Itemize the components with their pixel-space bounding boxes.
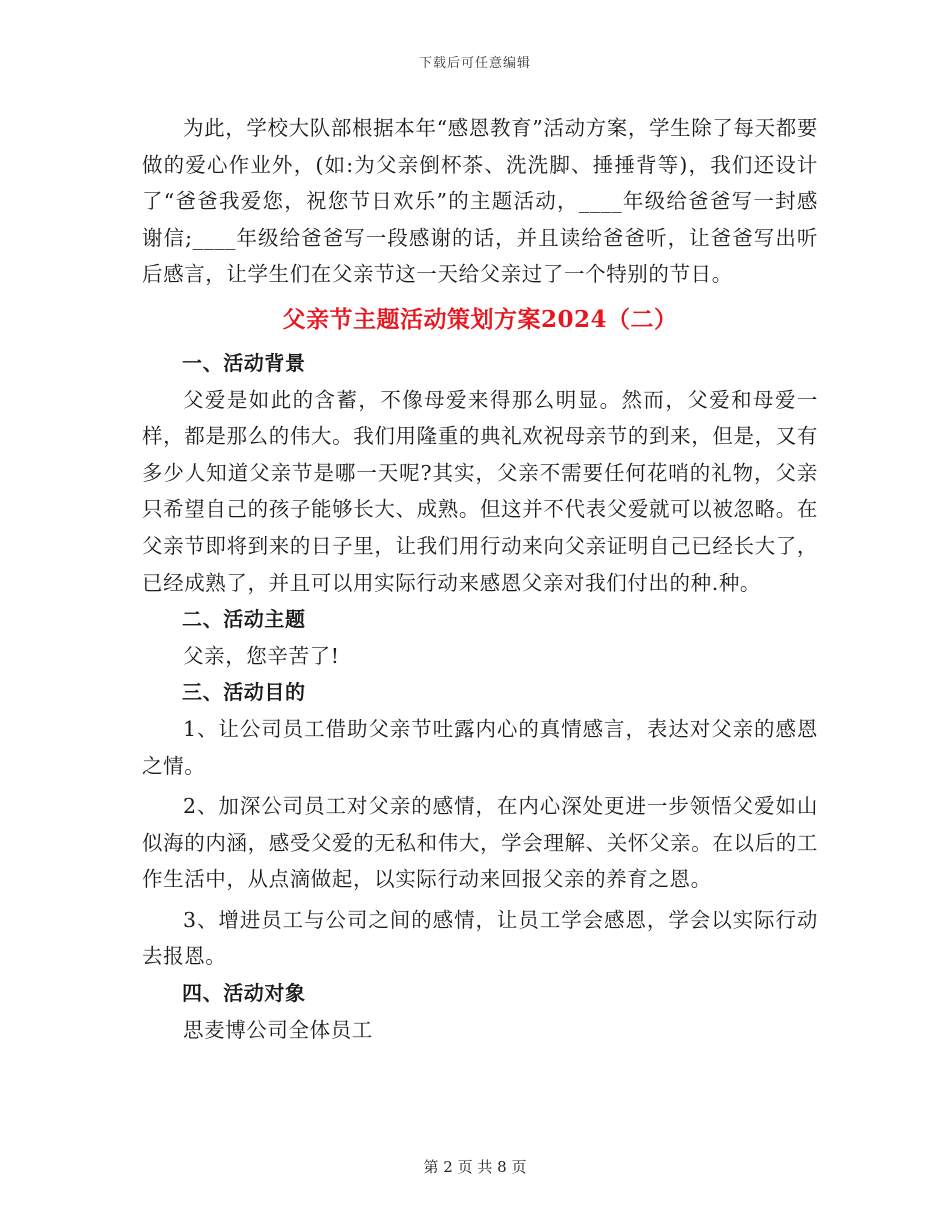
- intro-paragraph: 为此，学校大队部根据本年“感恩教育”活动方案，学生除了每天都要做的爱心作业外，(如:为父亲倒杯茶、洗洗脚、捶捶背等)，我们还设计了“爸爸我爱您，祝您节日欢乐”的主题活动，____年级给爸爸写一封感谢信;____年级给爸爸写一段感谢的话，并且读给爸爸听，让爸爸写出听后感言，让学生们在父亲节这一天给父亲过了一个特别的节日。: [142, 116, 818, 287]
- purpose-item: 3、增进员工与公司之间的感情，让员工学会感恩，学会以实际行动去报恩。: [142, 907, 818, 969]
- section-body-theme: 父亲，您辛苦了!: [183, 643, 340, 668]
- section-heading-theme: 二、活动主题: [182, 607, 306, 632]
- section-body-background: 父爱是如此的含蓄，不像母爱来得那么明显。然而，父爱和母爱一样，都是那么的伟大。我们用隆重的典礼欢祝母亲节的到来，但是，又有多少人知道父亲节是哪一天呢?其实，父亲不需要任何花哨的礼物，父亲只希望自己的孩子能够长大、成熟。但这并不代表父爱就可以被忽略。在父亲节即将到来的日子里，让我们用行动来向父亲证明自己已经长大了，已经成熟了，并且可以用实际行动来感恩父亲对我们付出的种.种。: [142, 387, 818, 595]
- purpose-item: 1、让公司员工借助父亲节吐露内心的真情感言，表达对父亲的感恩之情。: [142, 716, 818, 778]
- section-heading-purpose: 三、活动目的: [182, 680, 306, 705]
- page-header: 下载后可任意编辑: [418, 56, 531, 71]
- section-heading-audience: 四、活动对象: [182, 981, 306, 1006]
- document-body: [142, 110, 818, 1048]
- purpose-item: 2、加深公司员工对父亲的感情，在内心深处更进一步领悟父爱如山似海的内涵，感受父爱的无私和伟大，学会理解、关怀父亲。在以后的工作生活中，从点滴做起，以实际行动来回报父亲的养育之恩。: [142, 794, 818, 892]
- page-footer: 第 2 页 共 8 页: [423, 1158, 527, 1176]
- document-title: 父亲节主题活动策划方案2024（二）: [282, 305, 678, 333]
- section-body-audience: 思麦博公司全体员工: [183, 1017, 373, 1042]
- section-heading-background: 一、活动背景: [182, 350, 306, 375]
